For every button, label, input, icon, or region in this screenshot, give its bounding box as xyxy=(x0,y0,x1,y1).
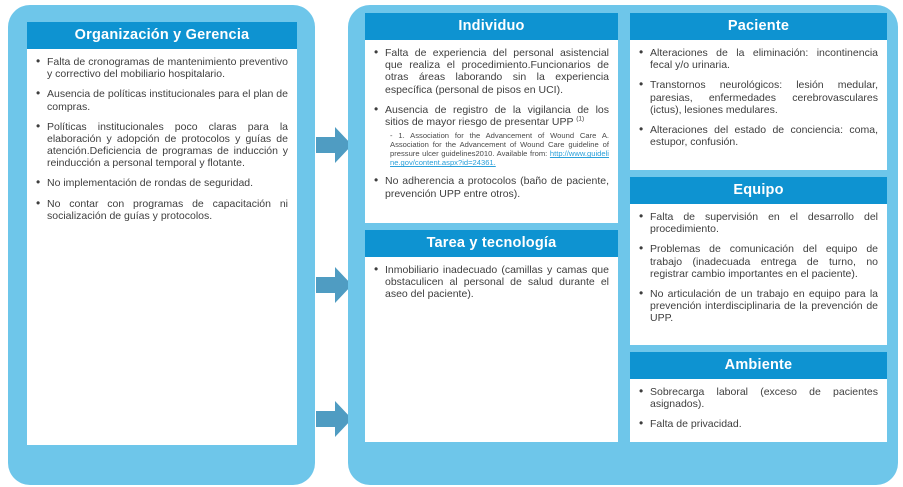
panel-equipo xyxy=(630,177,887,345)
panel-title-equipo: Equipo xyxy=(630,177,887,204)
list-item: • Ausencia de políticas institucionales para el plan de compras. xyxy=(36,88,288,112)
panel-paciente xyxy=(630,13,887,170)
bullet-text: Ausencia de registro de la vigilancia de los sitios de mayor riesgo de presentar UPP xyxy=(385,103,609,128)
panel-ambiente xyxy=(630,352,887,442)
list-item: • Sobrecarga laboral (exceso de pacientes asignados). xyxy=(639,386,878,410)
bullet-list-individuo xyxy=(374,47,609,200)
panel-body-organizacion xyxy=(27,49,297,445)
list-item: • Falta de privacidad. xyxy=(639,418,878,430)
list-item: • No contar con programas de capacitación ni socialización de guías y protocolos. xyxy=(36,198,288,222)
list-item: • Transtornos neurológicos: lesión medular, paresias, enfermedades cerebrovasculares (ictus), lesiones medulares. xyxy=(639,79,878,116)
panel-title-organizacion: Organización y Gerencia xyxy=(27,22,297,49)
contributing-factors-group xyxy=(348,5,898,485)
panel-title-tarea: Tarea y tecnología xyxy=(365,230,618,257)
panel-tarea-y-tecnologia xyxy=(365,230,618,442)
panel-title-ambiente: Ambiente xyxy=(630,352,887,379)
list-item: • Falta de supervisión en el desarrollo del procedimiento. xyxy=(639,211,878,235)
list-item: • Problemas de comunicación del equipo de trabajo (inadecuada entrega de turno, no registrar cambio importantes en el paciente). xyxy=(639,243,878,280)
list-item: • Falta de experiencia del personal asistencial que realiza el procedimiento.Funcionarios de otras áreas laborando sin la experiencia específica (personal de pisos en UCI). xyxy=(374,47,609,96)
panel-organizacion-y-gerencia xyxy=(27,22,297,445)
bullet-list-equipo xyxy=(639,211,878,324)
list-item: • No implementación de rondas de seguridad. xyxy=(36,177,288,189)
bullet-list-ambiente xyxy=(639,386,878,431)
list-item: • Inmobiliario inadecuado (camillas y camas que obstaculicen al personal de salud durante el aseo del paciente). xyxy=(374,264,609,301)
list-item: • Políticas institucionales poco claras para la elaboración y adopción de protocolos y guías de atención.Deficiencia de programas de inducción y reinducción a personal temporal y flotante. xyxy=(36,121,288,170)
panel-title-individuo: Individuo xyxy=(365,13,618,40)
bullet-list-organizacion xyxy=(36,56,288,222)
citation-text: - 1. Association for the Advancement of Wound Care A. Association for the Advancement of Wound Care guideline of pressure ulcer guidelines2010. Available from: xyxy=(390,131,609,159)
list-item: • No adherencia a protocolos (baño de paciente, prevención UPP entre otros). xyxy=(374,175,609,199)
panel-title-paciente: Paciente xyxy=(630,13,887,40)
list-item: • Alteraciones del estado de conciencia: coma, estupor, confusión. xyxy=(639,124,878,148)
panel-body-individuo xyxy=(365,40,618,223)
footnote-marker: (1) xyxy=(576,115,585,123)
list-item: • Alteraciones de la eliminación: incontinencia fecal y/o urinaria. xyxy=(639,47,878,71)
list-item: • Falta de cronogramas de mantenimiento preventivo y correctivo del mobiliario hospitalario. xyxy=(36,56,288,80)
panel-body-paciente xyxy=(630,40,887,170)
list-item: • No articulación de un trabajo en equipo para la prevención interdisciplinaria de la prevención de UPP. xyxy=(639,288,878,325)
list-item xyxy=(374,104,609,168)
citation-reference xyxy=(390,131,609,167)
bullet-list-tarea xyxy=(374,264,609,301)
reference-link[interactable]: http://www.guideline.gov/content.aspx?id=24361. xyxy=(390,149,609,168)
panel-body-ambiente xyxy=(630,379,887,442)
panel-body-equipo xyxy=(630,204,887,345)
bullet-list-paciente xyxy=(639,47,878,148)
panel-individuo xyxy=(365,13,618,223)
panel-body-tarea xyxy=(365,257,618,442)
organizational-group xyxy=(8,5,315,485)
